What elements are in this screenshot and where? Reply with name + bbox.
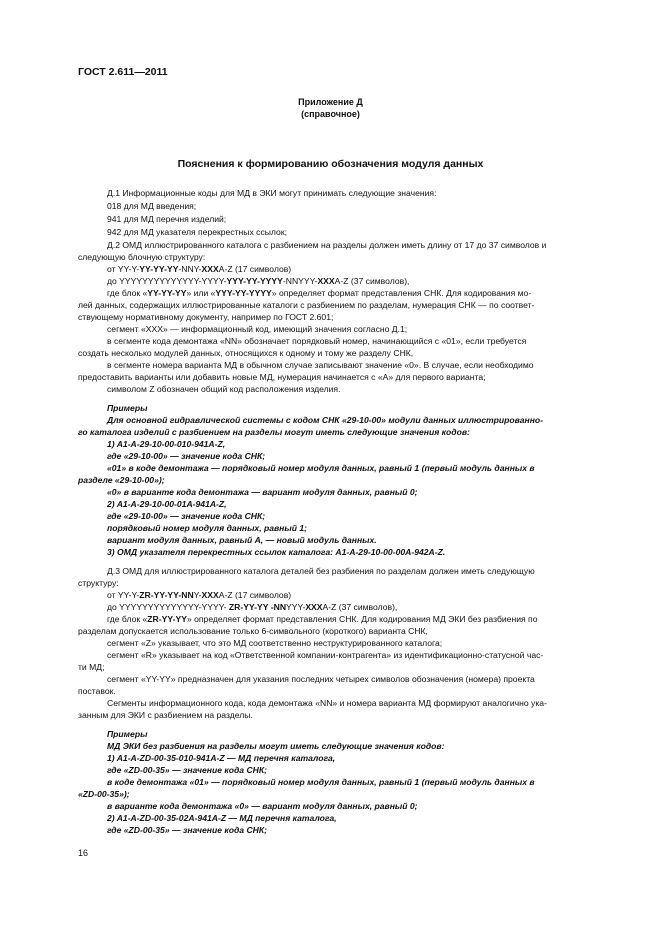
d1-code-018: 018 для МД введения; <box>107 201 197 211</box>
examples-heading: Примеры <box>107 729 148 739</box>
example-line: где «ZD-00-35» — значение кода СНК; <box>107 825 268 835</box>
example-line: где «29-10-00» — значение кода СНК; <box>107 451 266 461</box>
example-line: Для основной гидравлической системы с кодом СНК «29-10-00» модули данных иллюстрированно- <box>107 415 544 425</box>
d2-line: создать несколько модулей данных, относящихся к одному и тому же разделу СНК, <box>78 348 414 358</box>
example-line: «ZD-00-35»); <box>78 789 130 799</box>
d2-line: лей данных, содержащих иллюстрированные каталоги с разбиением по разделам, нумерация СНК — по соответ- <box>78 300 535 310</box>
d3-line: сегмент «YY-YY» предназначен для указания последних четырех символов обозначения (номера) проекта <box>107 674 535 684</box>
document-header: ГОСТ 2.611—2011 <box>78 66 168 78</box>
example-line: вариант модуля данных, равный A, — новый модуль данных. <box>107 535 377 545</box>
d2-line: предоставить варианты или добавить новые МД, нумерация начинается с «A» для первого варианта; <box>78 372 486 382</box>
d2-line: в сегменте кода демонтажа «NN» обозначает порядковый номер, начинающийся с «01», если требуется <box>107 336 527 346</box>
d3-line: структуру: <box>78 578 119 588</box>
examples-heading: Примеры <box>107 403 148 413</box>
d3-line: занным для ЭКИ с разбиением на разделы. <box>78 710 253 720</box>
d3-line: Сегменты информационного кода, кода демонтажа «NN» и номера варианта МД формируют аналогично ука- <box>107 698 547 708</box>
d1-code-942: 942 для МД указателя перекрестных ссылок; <box>107 227 287 237</box>
d3-line: сегмент «Z» указывает, что это МД соответственно неструктурированного каталога; <box>107 638 443 648</box>
d1-code-941: 941 для МД перечня изделий; <box>107 214 227 224</box>
d3-to-structure: до YYYYYYYYYYYYYY-YYYY- ZR-YY-YY -NNYYY-XXXA-Z (37 символов), <box>107 602 398 612</box>
appendix-kind: (справочное) <box>301 109 360 119</box>
example-line: где «29-10-00» — значение кода СНК; <box>107 511 266 521</box>
example-line: где «ZD-00-35» — значение кода СНК; <box>107 765 268 775</box>
d1-intro: Д.1 Информационные коды для МД в ЭКИ могут принимать следующие значения: <box>107 188 437 198</box>
d2-line: ствующему нормативному документу, например по ГОСТ 2.601; <box>78 312 334 322</box>
d2-to-structure: до YYYYYYYYYYYYYY-YYYY-YYY-YY-YYYY-NNYYY-XXXA-Z (37 символов), <box>107 276 410 286</box>
example-line: порядковый номер модуля данных, равный 1; <box>107 523 307 533</box>
d2-line: символом Z обозначен общий код расположения изделия. <box>107 384 341 394</box>
example-line: го каталога изделий с разбиением на разделы могут иметь следующие значения кодов: <box>78 427 470 437</box>
example-line: 1) A1-A-ZD-00-35-010-941A-Z — МД перечня каталога, <box>107 753 336 763</box>
d2-from-structure: от YY-Y-YY-YY-YY-NNY-XXXA-Z (17 символов) <box>107 264 292 274</box>
example-line: МД ЭКИ без разбиения на разделы могут иметь следующие значения кодов: <box>107 741 445 751</box>
d3-line: сегмент «R» указывает на код «Ответственной компании-контрагента» из идентификационно-статусной час- <box>107 650 544 660</box>
section-title: Пояснения к формированию обозначения модуля данных <box>177 158 484 170</box>
appendix-label: Приложение Д <box>298 97 363 107</box>
d2-line: Д.2 ОМД иллюстрированного каталога с разбиением на разделы должен иметь длину от 17 до 37 символов и <box>107 240 547 250</box>
example-line: 2) A1-A-ZD-00-35-02A-941A-Z — МД перечня каталога, <box>107 813 337 823</box>
d3-block-line: где блок «ZR-YY-YY» определяет формат представления СНК. Для кодирования МД ЭКИ без разбиения по <box>107 614 538 624</box>
d2-line: сегмент «XXX» — информационный код, имеющий значения согласно Д.1; <box>107 324 408 334</box>
example-line: разделе «29-10-00»); <box>78 475 165 485</box>
d2-line: в сегменте номера варианта МД в обычном случае записывают значение «0». В случае, если необходимо <box>107 360 534 370</box>
example-line: в варианте кода демонтажа «0» — вариант модуля данных, равный 0; <box>107 801 418 811</box>
example-line: «0» в варианте кода демонтажа — вариант модуля данных, равный 0; <box>107 487 418 497</box>
example-line: «01» в коде демонтажа — порядковый номер модуля данных, равный 1 (первый модуль данных в <box>107 463 535 473</box>
page-number: 16 <box>78 848 89 858</box>
example-line: 1) A1-A-29-10-00-010-941A-Z, <box>107 439 226 449</box>
d3-from-structure: от YY-Y-ZR-YY-YY-NNY-XXXA-Z (17 символов) <box>107 590 292 600</box>
example-line: 3) ОМД указателя перекрестных ссылок каталога: A1-A-29-10-00-00A-942A-Z. <box>107 547 446 557</box>
d2-line: следующую блочную структуру: <box>78 252 206 262</box>
d3-line: Д.3 ОМД для иллюстрированного каталога деталей без разбиения по разделам должен иметь следующую <box>107 566 535 576</box>
d2-block-line: где блок «YY-YY-YY» или «YYY-YY-YYYY» определяет формат представления СНК. Для кодирования мо- <box>107 288 532 298</box>
example-line: в коде демонтажа «01» — порядковый номер модуля данных, равный 1 (первый модуль данных в <box>107 777 535 787</box>
d3-line: разделам допускается использование только 6-символьного (короткого) варианта СНК, <box>78 626 428 636</box>
example-line: 2) A1-A-29-10-00-01A-941A-Z, <box>107 499 227 509</box>
d3-line: ти МД; <box>78 662 105 672</box>
d3-line: поставок. <box>78 686 116 696</box>
